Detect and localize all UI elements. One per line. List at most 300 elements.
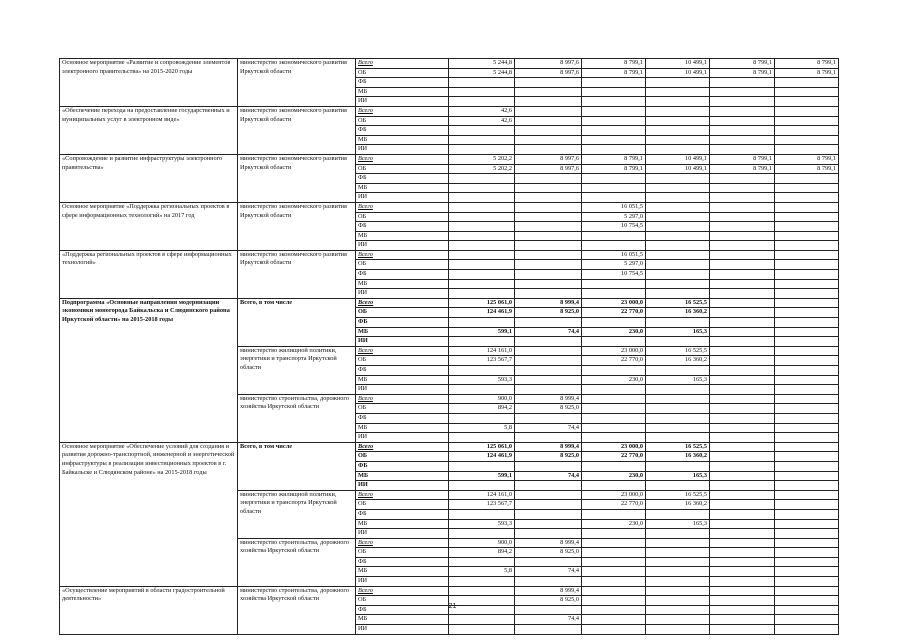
value-cell: 5 202,2: [449, 154, 515, 164]
value-cell: 16 051,5: [582, 250, 646, 260]
value-cell: [515, 241, 582, 251]
value-cell: [775, 174, 839, 184]
value-cell: [646, 212, 710, 222]
source-cell: ФБ: [356, 605, 449, 615]
event-name-cell: Основное мероприятие «Развитие и сопровождение элементов электронного правительства» на 2015-2020 годы: [60, 59, 238, 107]
value-cell: [710, 116, 775, 126]
value-cell: [710, 557, 775, 567]
value-cell: [646, 538, 710, 548]
value-cell: [515, 356, 582, 366]
value-cell: [449, 385, 515, 395]
value-cell: [646, 509, 710, 519]
value-cell: [775, 87, 839, 97]
value-cell: [582, 404, 646, 414]
value-cell: 5 297,0: [582, 212, 646, 222]
value-cell: [515, 87, 582, 97]
value-cell: [775, 97, 839, 107]
table-row: [60, 298, 839, 308]
value-cell: [449, 615, 515, 625]
value-cell: [515, 183, 582, 193]
value-cell: 74,4: [515, 423, 582, 433]
value-cell: [515, 337, 582, 347]
value-cell: [515, 433, 582, 443]
value-cell: 5,8: [449, 567, 515, 577]
value-cell: [775, 519, 839, 529]
table-row: [60, 442, 839, 452]
value-cell: 8 999,4: [515, 442, 582, 452]
value-cell: 10 499,1: [646, 59, 710, 69]
value-cell: [582, 394, 646, 404]
value-cell: 123 567,7: [449, 500, 515, 510]
value-cell: [582, 481, 646, 491]
source-cell: ИИ: [356, 625, 449, 635]
source-cell: ОБ: [356, 308, 449, 318]
value-cell: 42,6: [449, 106, 515, 116]
value-cell: [582, 615, 646, 625]
value-cell: [582, 577, 646, 587]
source-cell: ФБ: [356, 413, 449, 423]
value-cell: [646, 337, 710, 347]
value-cell: [449, 337, 515, 347]
value-cell: [775, 318, 839, 328]
value-cell: 22 770,0: [582, 452, 646, 462]
value-cell: 165,3: [646, 375, 710, 385]
source-cell: ОБ: [356, 548, 449, 558]
value-cell: [449, 241, 515, 251]
value-cell: [646, 394, 710, 404]
source-cell: МБ: [356, 183, 449, 193]
source-cell: ФБ: [356, 557, 449, 567]
event-name-cell: Подпрограмма «Основные направления модернизации экономики моногорода Байкальска и Слюдянского района Иркутской области» на 2015-2018 годы: [60, 298, 238, 442]
value-cell: [646, 557, 710, 567]
source-cell: МБ: [356, 519, 449, 529]
value-cell: 22 770,0: [582, 500, 646, 510]
value-cell: [646, 625, 710, 635]
value-cell: [582, 193, 646, 203]
value-cell: [515, 193, 582, 203]
source-cell: ИИ: [356, 145, 449, 155]
value-cell: [710, 586, 775, 596]
value-cell: 23 000,0: [582, 346, 646, 356]
value-cell: [646, 289, 710, 299]
value-cell: 23 000,0: [582, 298, 646, 308]
source-cell: ИИ: [356, 193, 449, 203]
value-cell: [646, 231, 710, 241]
value-cell: 599,1: [449, 471, 515, 481]
value-cell: [582, 337, 646, 347]
value-cell: [449, 87, 515, 97]
value-cell: [710, 490, 775, 500]
source-cell: МБ: [356, 471, 449, 481]
value-cell: [775, 442, 839, 452]
value-cell: 10 754,5: [582, 222, 646, 232]
value-cell: [515, 212, 582, 222]
source-cell: ОБ: [356, 68, 449, 78]
value-cell: 8 925,0: [515, 596, 582, 606]
value-cell: [775, 346, 839, 356]
value-cell: [582, 318, 646, 328]
value-cell: [582, 423, 646, 433]
value-cell: [646, 567, 710, 577]
value-cell: 8 799,1: [710, 59, 775, 69]
value-cell: [775, 250, 839, 260]
value-cell: [775, 356, 839, 366]
value-cell: [775, 126, 839, 136]
value-cell: [449, 270, 515, 280]
value-cell: 8 925,0: [515, 404, 582, 414]
value-cell: 10 754,5: [582, 270, 646, 280]
source-cell: ИИ: [356, 337, 449, 347]
value-cell: [775, 145, 839, 155]
value-cell: [710, 366, 775, 376]
value-cell: [710, 174, 775, 184]
source-cell: Всего: [356, 202, 449, 212]
value-cell: 16 360,2: [646, 356, 710, 366]
value-cell: [582, 509, 646, 519]
source-cell: Всего: [356, 59, 449, 69]
value-cell: [710, 404, 775, 414]
value-cell: [515, 270, 582, 280]
value-cell: [449, 222, 515, 232]
value-cell: [775, 78, 839, 88]
value-cell: 593,3: [449, 375, 515, 385]
source-cell: ФБ: [356, 174, 449, 184]
value-cell: [775, 423, 839, 433]
value-cell: [646, 222, 710, 232]
value-cell: [775, 385, 839, 395]
value-cell: [582, 567, 646, 577]
value-cell: [582, 538, 646, 548]
value-cell: [710, 289, 775, 299]
value-cell: [775, 557, 839, 567]
value-cell: 894,2: [449, 404, 515, 414]
value-cell: 8 997,6: [515, 154, 582, 164]
value-cell: [710, 529, 775, 539]
value-cell: [449, 279, 515, 289]
value-cell: [710, 126, 775, 136]
value-cell: 165,3: [646, 519, 710, 529]
value-cell: [515, 97, 582, 107]
table-row: [60, 586, 839, 596]
source-cell: ИИ: [356, 481, 449, 491]
value-cell: 8 925,0: [515, 308, 582, 318]
value-cell: [710, 615, 775, 625]
source-cell: ИИ: [356, 433, 449, 443]
value-cell: [710, 356, 775, 366]
value-cell: [775, 366, 839, 376]
value-cell: 5 244,8: [449, 59, 515, 69]
value-cell: 74,4: [515, 615, 582, 625]
value-cell: [710, 509, 775, 519]
value-cell: [710, 433, 775, 443]
value-cell: [710, 423, 775, 433]
value-cell: 230,0: [582, 375, 646, 385]
value-cell: [775, 116, 839, 126]
source-cell: ФБ: [356, 318, 449, 328]
value-cell: 16 360,2: [646, 452, 710, 462]
value-cell: [710, 567, 775, 577]
value-cell: [582, 586, 646, 596]
value-cell: [710, 298, 775, 308]
value-cell: 16 525,5: [646, 298, 710, 308]
value-cell: [775, 231, 839, 241]
value-cell: 74,4: [515, 567, 582, 577]
executor-cell: министерство экономического развития Иркутской области: [238, 106, 356, 154]
value-cell: [775, 433, 839, 443]
value-cell: [515, 174, 582, 184]
value-cell: [515, 78, 582, 88]
value-cell: [646, 270, 710, 280]
value-cell: 123 567,7: [449, 356, 515, 366]
value-cell: [582, 126, 646, 136]
value-cell: [775, 327, 839, 337]
value-cell: [775, 509, 839, 519]
value-cell: [582, 241, 646, 251]
value-cell: [646, 87, 710, 97]
value-cell: [449, 366, 515, 376]
value-cell: [710, 471, 775, 481]
value-cell: [449, 126, 515, 136]
value-cell: [515, 279, 582, 289]
table-row: [60, 154, 839, 164]
value-cell: [449, 529, 515, 539]
value-cell: 230,0: [582, 471, 646, 481]
value-cell: 74,4: [515, 471, 582, 481]
value-cell: 5 297,0: [582, 260, 646, 270]
value-cell: [775, 394, 839, 404]
value-cell: [775, 615, 839, 625]
value-cell: [515, 106, 582, 116]
value-cell: [449, 250, 515, 260]
value-cell: [515, 577, 582, 587]
value-cell: [582, 385, 646, 395]
value-cell: [710, 145, 775, 155]
value-cell: [775, 586, 839, 596]
value-cell: 16 051,5: [582, 202, 646, 212]
value-cell: [775, 538, 839, 548]
executor-cell: министерство жилищной политики, энергетики и транспорта Иркутской области: [238, 346, 356, 394]
value-cell: 8 997,6: [515, 164, 582, 174]
value-cell: [775, 270, 839, 280]
value-cell: [582, 433, 646, 443]
value-cell: [710, 519, 775, 529]
value-cell: [775, 577, 839, 587]
source-cell: МБ: [356, 279, 449, 289]
value-cell: 16 525,5: [646, 442, 710, 452]
value-cell: [775, 461, 839, 471]
source-cell: ИИ: [356, 385, 449, 395]
source-cell: Всего: [356, 490, 449, 500]
value-cell: 16 525,5: [646, 346, 710, 356]
value-cell: [515, 231, 582, 241]
source-cell: Всего: [356, 298, 449, 308]
executor-cell: министерство строительства, дорожного хозяйства Иркутской области: [238, 538, 356, 586]
value-cell: [775, 202, 839, 212]
source-cell: ИИ: [356, 97, 449, 107]
table-row: [60, 202, 839, 212]
value-cell: [710, 375, 775, 385]
executor-cell: министерство экономического развития Иркутской области: [238, 250, 356, 298]
value-cell: [582, 116, 646, 126]
value-cell: 8 997,6: [515, 59, 582, 69]
value-cell: [582, 461, 646, 471]
value-cell: [646, 202, 710, 212]
value-cell: [449, 433, 515, 443]
value-cell: [515, 366, 582, 376]
event-name-cell: «Сопровождение и развитие инфраструктуры электронного правительства»: [60, 154, 238, 202]
value-cell: 230,0: [582, 519, 646, 529]
value-cell: [515, 625, 582, 635]
budget-table-body: [60, 59, 839, 635]
value-cell: [515, 519, 582, 529]
value-cell: 124 161,0: [449, 490, 515, 500]
value-cell: 8 999,4: [515, 394, 582, 404]
value-cell: [646, 241, 710, 251]
value-cell: 124 161,0: [449, 346, 515, 356]
value-cell: [646, 529, 710, 539]
value-cell: [775, 375, 839, 385]
executor-cell: министерство жилищной политики, энергетики и транспорта Иркутской области: [238, 490, 356, 538]
value-cell: [710, 202, 775, 212]
value-cell: [449, 260, 515, 270]
value-cell: [646, 586, 710, 596]
executor-cell: министерство экономического развития Иркутской области: [238, 154, 356, 202]
value-cell: 5 202,2: [449, 164, 515, 174]
value-cell: 74,4: [515, 327, 582, 337]
value-cell: [646, 615, 710, 625]
value-cell: 8 997,6: [515, 68, 582, 78]
value-cell: 8 799,1: [775, 59, 839, 69]
value-cell: [710, 327, 775, 337]
value-cell: [515, 385, 582, 395]
value-cell: [710, 385, 775, 395]
value-cell: [775, 337, 839, 347]
source-cell: ФБ: [356, 126, 449, 136]
value-cell: [515, 346, 582, 356]
value-cell: [775, 481, 839, 491]
value-cell: 23 000,0: [582, 490, 646, 500]
value-cell: 23 000,0: [582, 442, 646, 452]
value-cell: [582, 183, 646, 193]
value-cell: [775, 413, 839, 423]
value-cell: [582, 78, 646, 88]
value-cell: [515, 202, 582, 212]
value-cell: [710, 97, 775, 107]
value-cell: [710, 279, 775, 289]
source-cell: ИИ: [356, 241, 449, 251]
source-cell: ОБ: [356, 356, 449, 366]
value-cell: [646, 260, 710, 270]
value-cell: 8 925,0: [515, 548, 582, 558]
value-cell: [646, 385, 710, 395]
value-cell: [775, 106, 839, 116]
source-cell: ИИ: [356, 289, 449, 299]
value-cell: [710, 222, 775, 232]
value-cell: [710, 394, 775, 404]
value-cell: [775, 289, 839, 299]
value-cell: [515, 126, 582, 136]
value-cell: 8 799,1: [710, 164, 775, 174]
executor-cell: министерство экономического развития Иркутской области: [238, 59, 356, 107]
source-cell: Всего: [356, 538, 449, 548]
value-cell: [710, 500, 775, 510]
value-cell: [515, 529, 582, 539]
value-cell: [582, 529, 646, 539]
value-cell: [515, 490, 582, 500]
source-cell: ИИ: [356, 529, 449, 539]
value-cell: [775, 279, 839, 289]
value-cell: [646, 481, 710, 491]
source-cell: Всего: [356, 394, 449, 404]
value-cell: [710, 241, 775, 251]
value-cell: [515, 135, 582, 145]
event-name-cell: «Поддержка региональных проектов в сфере информационных технологий»: [60, 250, 238, 298]
value-cell: [710, 308, 775, 318]
value-cell: [646, 106, 710, 116]
value-cell: [515, 250, 582, 260]
value-cell: [646, 279, 710, 289]
value-cell: [646, 461, 710, 471]
value-cell: 900,0: [449, 538, 515, 548]
value-cell: 894,2: [449, 548, 515, 558]
value-cell: [710, 452, 775, 462]
value-cell: [646, 413, 710, 423]
value-cell: [515, 509, 582, 519]
value-cell: [582, 413, 646, 423]
value-cell: [515, 145, 582, 155]
event-name-cell: Основное мероприятие «Поддержка региональных проектов в сфере информационных технологий» на 2017 год: [60, 202, 238, 250]
value-cell: 16 525,5: [646, 490, 710, 500]
value-cell: 10 499,1: [646, 68, 710, 78]
value-cell: 22 770,0: [582, 308, 646, 318]
source-cell: Всего: [356, 106, 449, 116]
value-cell: [775, 183, 839, 193]
value-cell: [710, 193, 775, 203]
value-cell: [449, 413, 515, 423]
value-cell: [710, 183, 775, 193]
value-cell: 900,0: [449, 394, 515, 404]
value-cell: 125 061,0: [449, 442, 515, 452]
value-cell: [710, 442, 775, 452]
value-cell: [449, 461, 515, 471]
value-cell: 8 799,1: [582, 164, 646, 174]
event-name-cell: Основное мероприятие «Обеспечение условий для создания и развития дорожно-транспортной, инженерной и энергетической инфраструктуры в реализации инвестиционных проектов в г. Байкальске и Слюдянском районе» на 2015-2018 годы: [60, 442, 238, 586]
value-cell: [582, 279, 646, 289]
source-cell: ОБ: [356, 596, 449, 606]
executor-cell: министерство строительства, дорожного хозяйства Иркутской области: [238, 394, 356, 442]
table-row: [60, 59, 839, 69]
value-cell: [775, 193, 839, 203]
value-cell: [775, 241, 839, 251]
source-cell: ФБ: [356, 509, 449, 519]
value-cell: [775, 452, 839, 462]
source-cell: Всего: [356, 586, 449, 596]
value-cell: 16 360,2: [646, 500, 710, 510]
value-cell: [582, 97, 646, 107]
value-cell: [582, 87, 646, 97]
value-cell: [646, 97, 710, 107]
value-cell: 8 999,4: [515, 298, 582, 308]
value-cell: 10 499,1: [646, 164, 710, 174]
value-cell: [775, 135, 839, 145]
value-cell: 125 061,0: [449, 298, 515, 308]
source-cell: МБ: [356, 135, 449, 145]
value-cell: [710, 548, 775, 558]
value-cell: 124 461,9: [449, 452, 515, 462]
value-cell: [710, 78, 775, 88]
event-name-cell: «Осуществление мероприятий в области градостроительной деятельности»: [60, 586, 238, 634]
value-cell: [710, 260, 775, 270]
